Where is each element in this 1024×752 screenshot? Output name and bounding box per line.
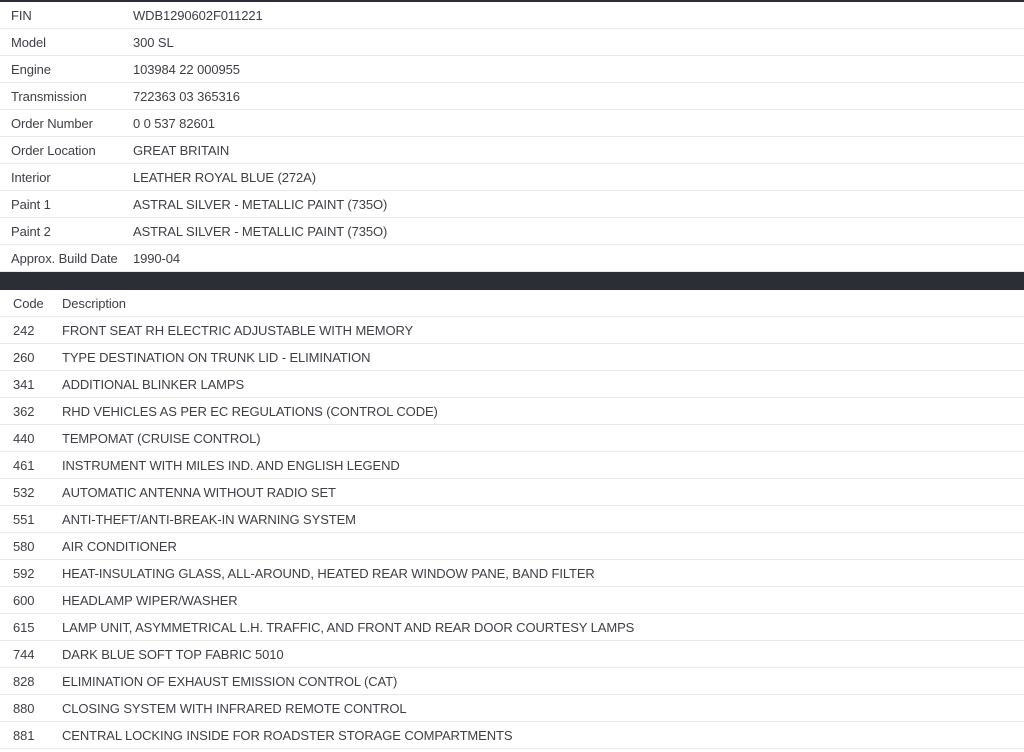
option-description: HEAT-INSULATING GLASS, ALL-AROUND, HEATED REAR WINDOW PANE, BAND FILTER [62,565,595,581]
vehicle-info-row [0,245,1024,272]
option-description: AUTOMATIC ANTENNA WITHOUT RADIO SET [62,484,336,500]
info-value: 1990-04 [133,250,181,266]
option-code: 260 [13,349,35,365]
code-column-header: Code [13,295,44,311]
info-label: Paint 1 [11,196,51,212]
info-label: Approx. Build Date [11,250,118,266]
option-code-row [0,614,1024,641]
info-label: Model [11,34,46,50]
option-code: 341 [13,376,35,392]
vehicle-info-row [0,83,1024,110]
info-label: Transmission [11,88,87,104]
info-value: 103984 22 000955 [133,61,240,77]
vehicle-info-row [0,137,1024,164]
info-label: Engine [11,61,51,77]
option-description: TYPE DESTINATION ON TRUNK LID - ELIMINATION [62,349,371,365]
option-code-row [0,695,1024,722]
option-code: 881 [13,727,35,743]
info-label: Order Location [11,142,96,158]
option-description: TEMPOMAT (CRUISE CONTROL) [62,430,261,446]
option-code: 440 [13,430,35,446]
option-code: 592 [13,565,35,581]
vehicle-info-row [0,110,1024,137]
option-code-row [0,452,1024,479]
info-value: ASTRAL SILVER - METALLIC PAINT (735O) [133,223,388,239]
option-description: CENTRAL LOCKING INSIDE FOR ROADSTER STORAGE COMPARTMENTS [62,727,513,743]
vehicle-info-row [0,218,1024,245]
option-description: FRONT SEAT RH ELECTRIC ADJUSTABLE WITH MEMORY [62,322,414,338]
option-code: 551 [13,511,35,527]
option-description: ELIMINATION OF EXHAUST EMISSION CONTROL (CAT) [62,673,398,689]
option-code-row [0,317,1024,344]
option-code-row [0,425,1024,452]
info-value: 0 0 537 82601 [133,115,215,131]
option-description: RHD VEHICLES AS PER EC REGULATIONS (CONTROL CODE) [62,403,438,419]
option-code-row [0,587,1024,614]
option-code-row [0,371,1024,398]
option-code-row [0,641,1024,668]
option-code-row [0,722,1024,749]
option-description: DARK BLUE SOFT TOP FABRIC 5010 [62,646,284,662]
vehicle-info-row [0,29,1024,56]
option-code-row [0,560,1024,587]
option-description: INSTRUMENT WITH MILES IND. AND ENGLISH LEGEND [62,457,400,473]
info-label: Order Number [11,115,93,131]
info-value: WDB1290602F011221 [133,7,263,23]
option-code: 828 [13,673,35,689]
option-code-row [0,506,1024,533]
info-value: GREAT BRITAIN [133,142,230,158]
info-value: LEATHER ROYAL BLUE (272A) [133,169,316,185]
option-code-row [0,344,1024,371]
codes-table-body [0,317,1024,749]
section-divider-bar [0,272,1024,290]
codes-table-header-row [0,290,1024,317]
option-code: 744 [13,646,35,662]
option-description: HEADLAMP WIPER/WASHER [62,592,238,608]
option-code-row [0,533,1024,560]
vehicle-info-table [0,2,1024,272]
option-codes-table [0,290,1024,749]
option-code: 242 [13,322,35,338]
option-code-row [0,668,1024,695]
info-label: Interior [11,169,51,185]
option-description: LAMP UNIT, ASYMMETRICAL L.H. TRAFFIC, AND FRONT AND REAR DOOR COURTESY LAMPS [62,619,635,635]
option-code: 615 [13,619,35,635]
vehicle-info-row [0,164,1024,191]
info-value: ASTRAL SILVER - METALLIC PAINT (735O) [133,196,388,212]
option-code: 362 [13,403,35,419]
info-label: FIN [11,7,32,23]
vehicle-info-row [0,56,1024,83]
description-column-header: Description [62,295,126,311]
option-code: 600 [13,592,35,608]
option-description: ADDITIONAL BLINKER LAMPS [62,376,245,392]
option-description: CLOSING SYSTEM WITH INFRARED REMOTE CONTROL [62,700,407,716]
info-label: Paint 2 [11,223,51,239]
option-description: ANTI-THEFT/ANTI-BREAK-IN WARNING SYSTEM [62,511,356,527]
vehicle-info-row [0,2,1024,29]
option-code: 880 [13,700,35,716]
option-code: 461 [13,457,35,473]
vehicle-info-row [0,191,1024,218]
option-description: AIR CONDITIONER [62,538,177,554]
info-value: 722363 03 365316 [133,88,240,104]
option-code: 580 [13,538,35,554]
option-code-row [0,398,1024,425]
option-code-row [0,479,1024,506]
option-code: 532 [13,484,35,500]
info-value: 300 SL [133,34,174,50]
